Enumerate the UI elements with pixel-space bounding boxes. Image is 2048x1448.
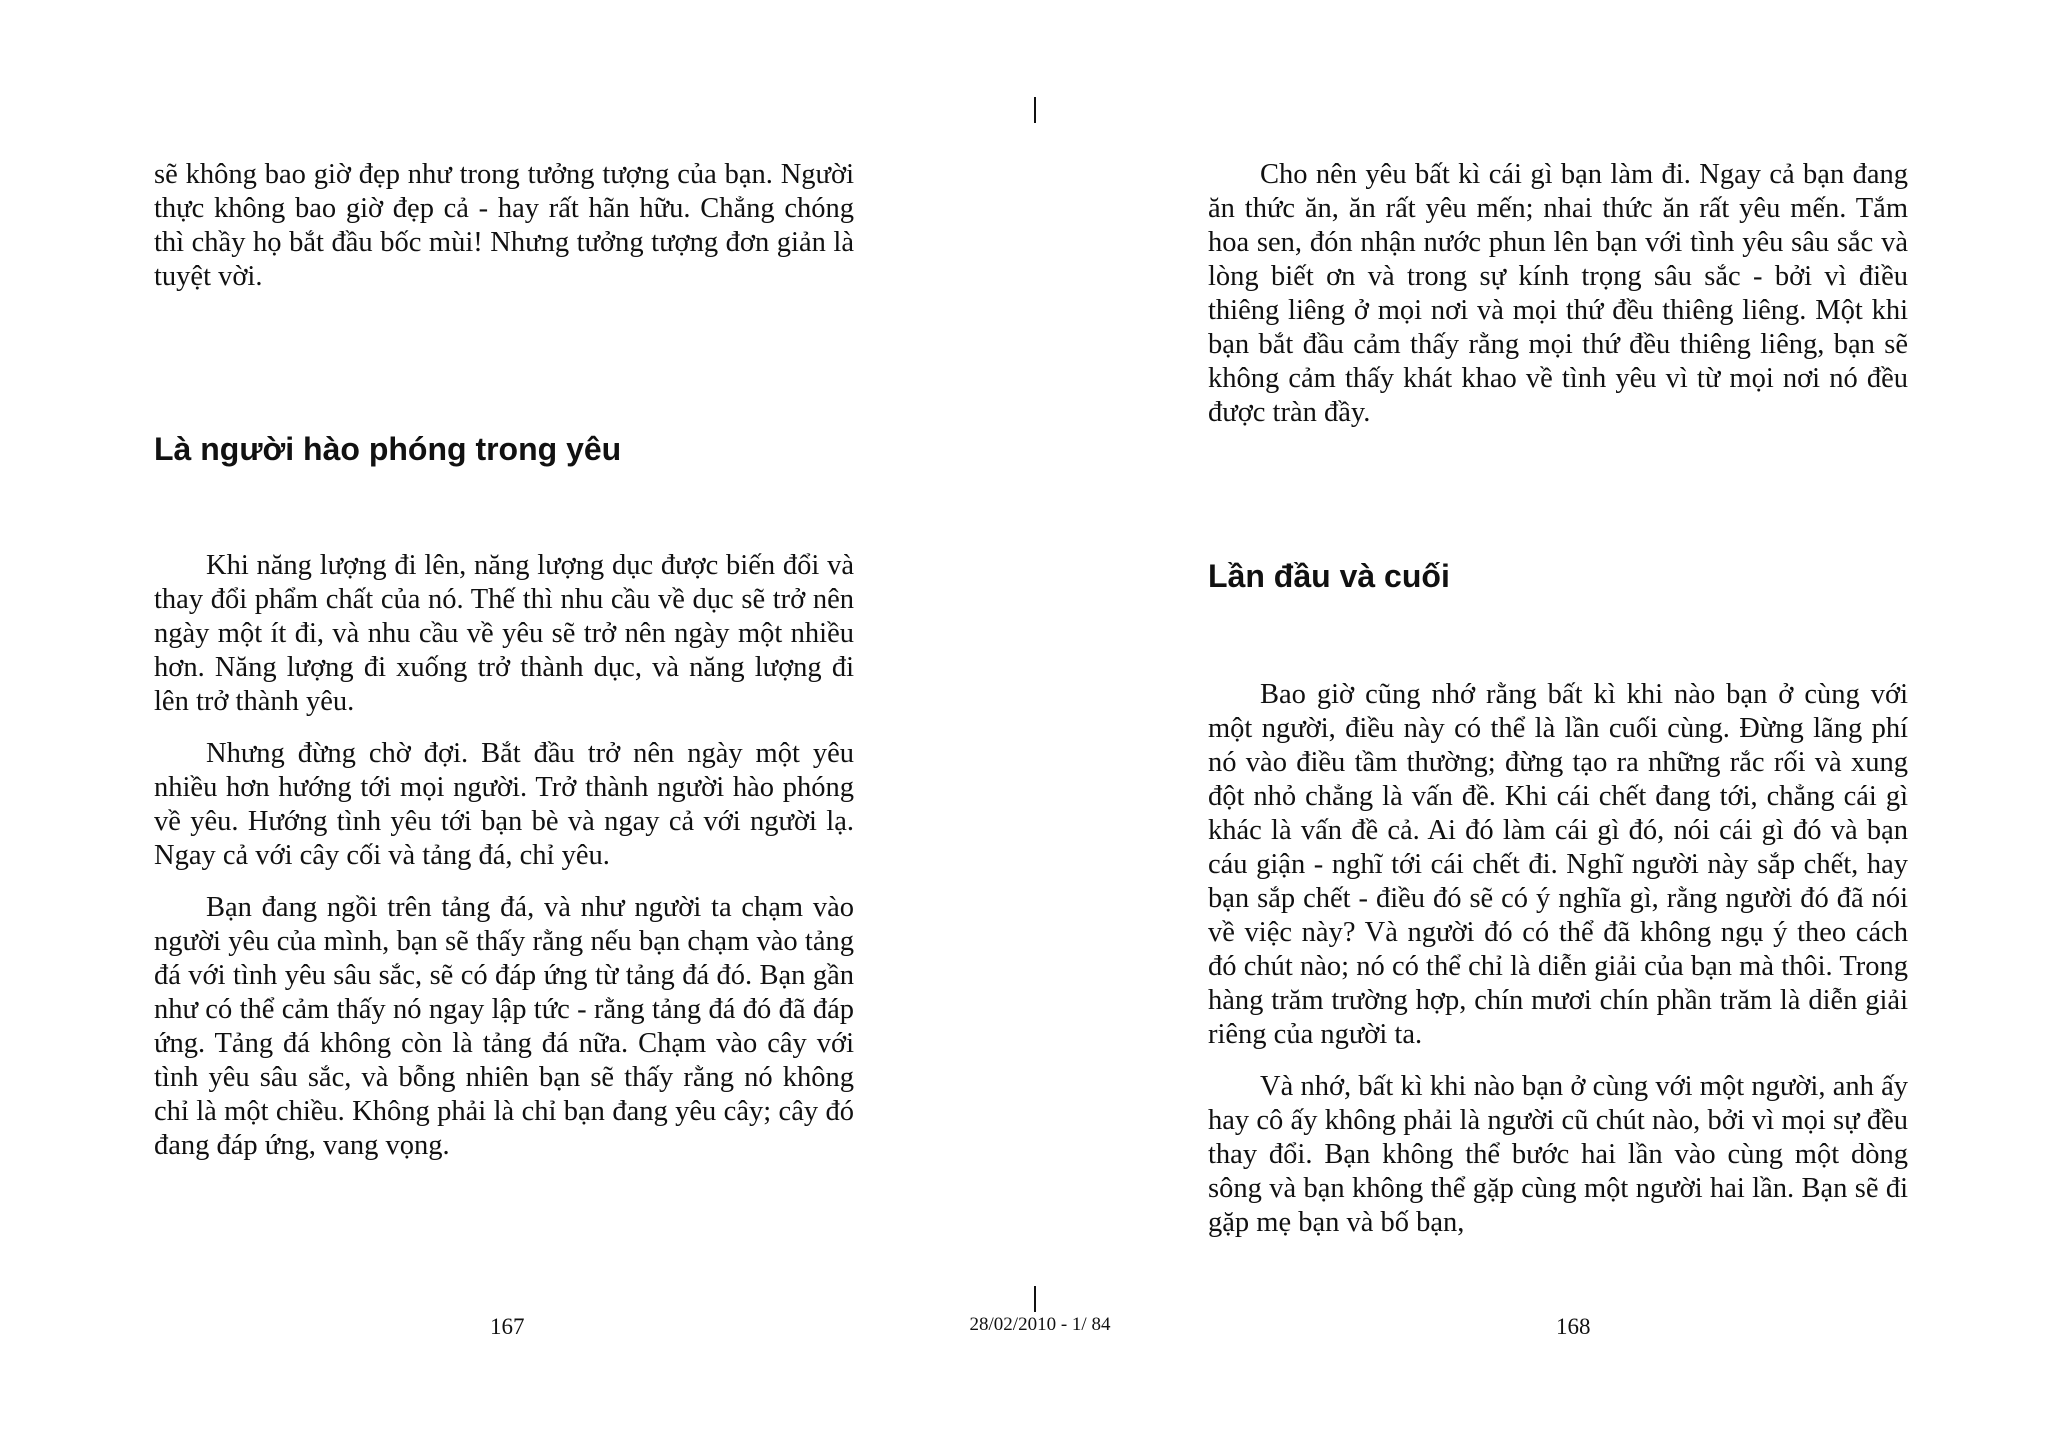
paragraph: Nhưng đừng chờ đợi. Bắt đầu trở nên ngày một yêu nhiều hơn hướng tới mọi người. Trở thành người hào phóng về yêu. Hướng tình yêu tới bạn bè và ngay cả với người lạ. Ngay cả với cây cối và tảng đá, chỉ yêu. <box>154 738 854 871</box>
paragraph: sẽ không bao giờ đẹp như trong tưởng tượng của bạn. Người thực không bao giờ đẹp cả - hay rất hãn hữu. Chẳng chóng thì chầy họ bắt đầu bốc mùi! Nhưng tưởng tượng đơn giản là tuyệt vời. <box>154 159 854 292</box>
section-heading: Lần đầu và cuối <box>1208 558 1450 594</box>
paragraph: Cho nên yêu bất kì cái gì bạn làm đi. Ngay cả bạn đang ăn thức ăn, ăn rất yêu mến; nhai thức ăn rất yêu mến. Tắm hoa sen, đón nhận nước phun lên bạn với tình yêu sâu sắc và lòng biết ơn và trong sự kính trọng sâu sắc - bởi vì điều thiêng liêng ở mọi nơi và mọi thứ đều thiêng liêng. Một khi bạn bắt đầu cảm thấy rằng mọi thứ đều thiêng liêng, bạn sẽ không cảm thấy khát khao về tình yêu vì từ mọi nơi nó đều được tràn đầy. <box>1208 159 1908 428</box>
left-page <box>154 158 854 1181</box>
section-heading: Là người hào phóng trong yêu <box>154 431 622 467</box>
page-number-left: 167 <box>490 1314 525 1339</box>
paragraph: Khi năng lượng đi lên, năng lượng dục được biến đổi và thay đổi phẩm chất của nó. Thế thì nhu cầu về dục sẽ trở nên ngày một ít đi, và nhu cầu về yêu sẽ trở nên ngày một nhiều hơn. Năng lượng đi xuống trở thành dục, và năng lượng đi lên trở thành yêu. <box>154 550 854 717</box>
paragraph: Và nhớ, bất kì khi nào bạn ở cùng với một người, anh ấy hay cô ấy không phải là người cũ chút nào, bởi vì mọi sự đều thay đổi. Bạn không thể bước hai lần vào cùng một dòng sông và bạn không thể gặp cùng một người hai lần. Bạn sẽ đi gặp mẹ bạn và bố bạn, <box>1208 1071 1908 1238</box>
paragraph: Bạn đang ngồi trên tảng đá, và như người ta chạm vào người yêu của mình, bạn sẽ thấy rằng nếu bạn chạm vào tảng đá với tình yêu sâu sắc, sẽ có đáp ứng từ tảng đá đó. Bạn gần như có thể cảm thấy nó ngay lập tức - rằng tảng đá đó đã đáp ứng. Tảng đá không còn là tảng đá nữa. Chạm vào cây với tình yêu sâu sắc, và bỗng nhiên bạn sẽ thấy rằng nó không chỉ là một chiều. Không phải là chỉ bạn đang yêu cây; cây đó đang đáp ứng, vang vọng. <box>154 892 854 1161</box>
right-page <box>1208 158 1908 1258</box>
footer-date-page: 28/02/2010 - 1/ 84 <box>969 1314 1111 1335</box>
center-divider-top <box>1034 97 1036 123</box>
paragraph: Bao giờ cũng nhớ rằng bất kì khi nào bạn ở cùng với một người, điều này có thể là lần cuối cùng. Đừng lãng phí nó vào điều tầm thường; đừng tạo ra những rắc rối và xung đột nhỏ chẳng là vấn đề. Khi cái chết đang tới, chẳng cái gì khác là vấn đề cả. Ai đó làm cái gì đó, nói cái gì đó và bạn cáu giận - nghĩ tới cái chết đi. Nghĩ người này sắp chết, hay bạn sắp chết - điều đó sẽ có ý nghĩa gì, rằng người đó đã nói về việc này? Và người đó có thể đã không ngụ ý theo cách đó chút nào; nó có thể chỉ là diễn giải của bạn mà thôi. Trong hàng trăm trường hợp, chín mươi chín phần trăm là diễn giải riêng của người ta. <box>1208 679 1908 1050</box>
page-number-right: 168 <box>1556 1314 1591 1339</box>
center-divider-bottom <box>1034 1286 1036 1312</box>
